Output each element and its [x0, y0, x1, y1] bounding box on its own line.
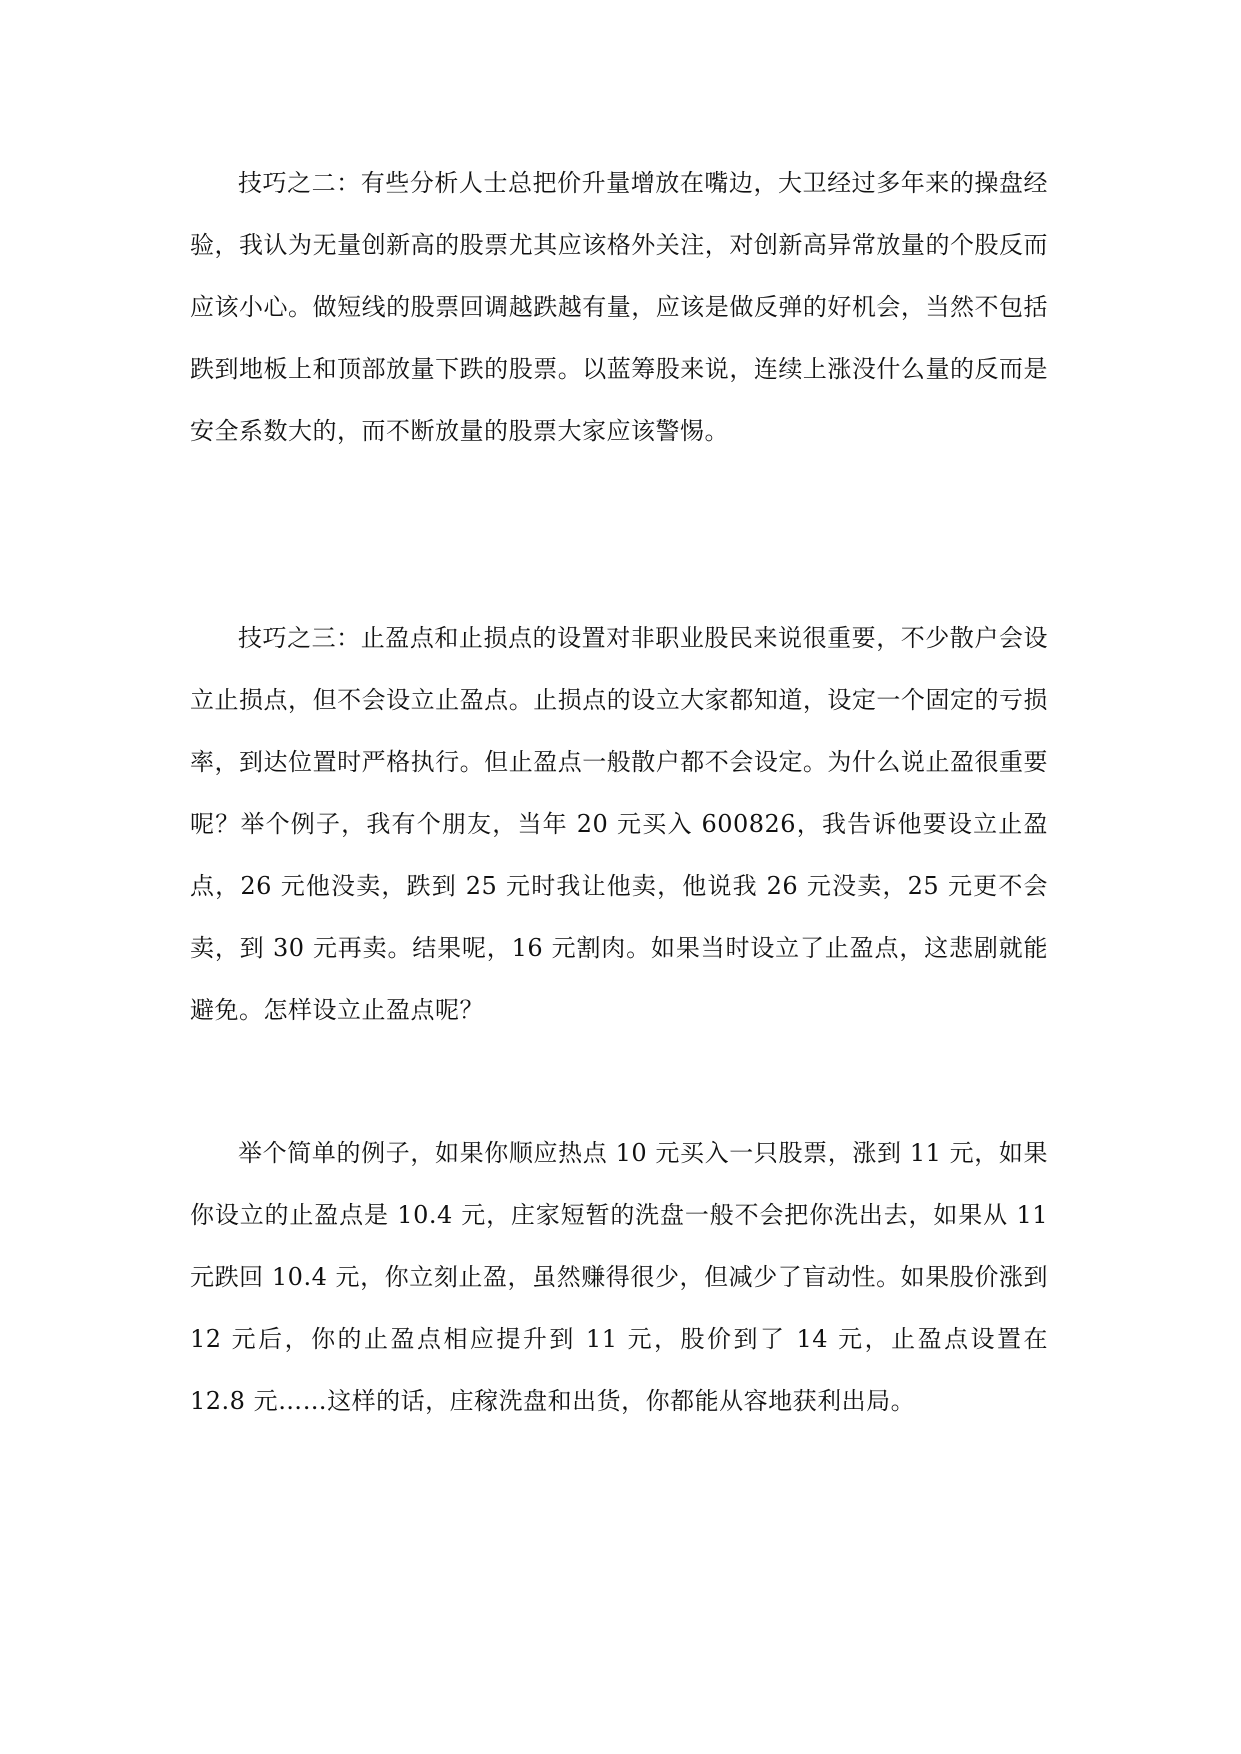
paragraph-example: 举个简单的例子，如果你顺应热点 10 元买入一只股票，涨到 11 元，如果你设立的止盈点是 10.4 元，庄家短暂的洗盘一般不会把你洗出去，如果从 11 元跌回 10.4 元，你立刻止盈，虽然赚得很少，但减少了盲动性。如果股价涨到 12 元后，你的止盈点相应提升到 11 元，股价到了 14 元，止盈点设置在 12.8 元……这样的话，庄稼洗盘和出货，你都能从容地获利出局。 — [190, 1139, 1048, 1415]
paragraph-tip-three: 技巧之三：止盈点和止损点的设置对非职业股民来说很重要，不少散户会设立止损点，但不会设立止盈点。止损点的设立大家都知道，设定一个固定的亏损率，到达位置时严格执行。但止盈点一般散户都不会设定。为什么说止盈很重要呢？举个例子，我有个朋友，当年 20 元买入 600826，我告诉他要设立止盈点，26 元他没卖，跌到 25 元时我让他卖，他说我 26 元没卖，25 元更不会卖，到 30 元再卖。结果呢，16 元割肉。如果当时设立了止盈点，这悲剧就能避免。怎样设立止盈点呢？ — [190, 624, 1048, 1024]
paragraph-tip-two: 技巧之二：有些分析人士总把价升量增放在嘴边，大卫经过多年来的操盘经验，我认为无量创新高的股票尤其应该格外关注，对创新高异常放量的个股反而应该小心。做短线的股票回调越跌越有量，应该是做反弹的好机会，当然不包括跌到地板上和顶部放量下跌的股票。以蓝筹股来说，连续上涨没什么量的反而是安全系数大的，而不断放量的股票大家应该警惕。 — [190, 169, 1048, 445]
